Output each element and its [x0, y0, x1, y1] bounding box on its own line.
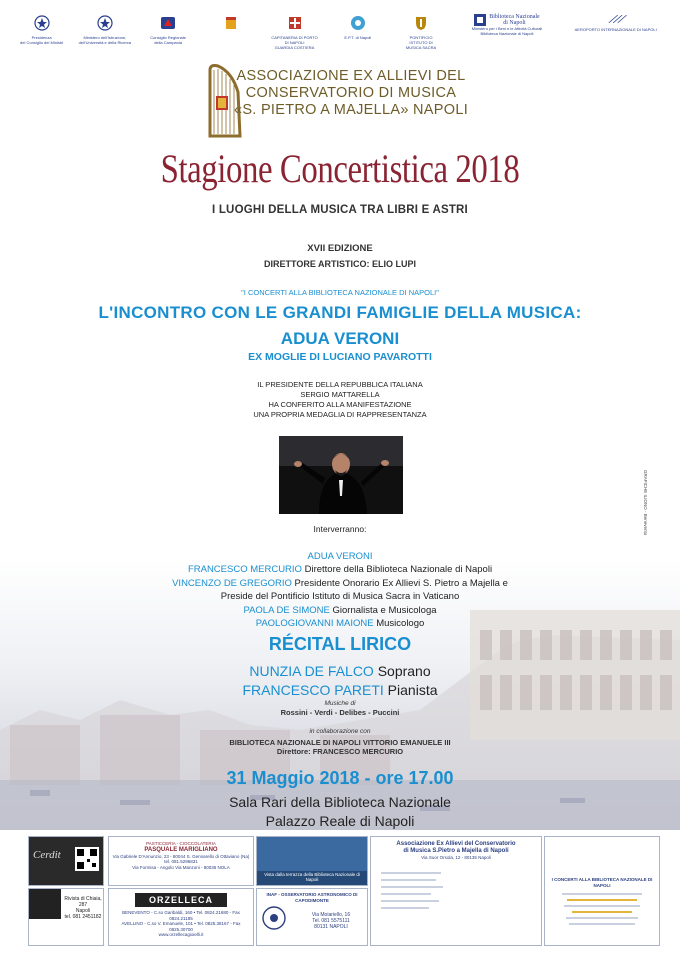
airport-icon [573, 14, 659, 24]
marigliano-address-2: Via Formisa - Angolo Via Manzoni - 80035 NOLA [132, 864, 230, 870]
program-title: I CONCERTI ALLA BIBLIOTECA NAZIONALE DI NAPOLI [551, 877, 653, 888]
medal-line-2: SERGIO MATTARELLA [300, 390, 380, 399]
inaf-address [297, 911, 365, 931]
concert-series: "I CONCERTI ALLA BIBLIOTECA NAZIONALE DI NAPOLI" [241, 288, 439, 297]
sponsor-box-marigliano [108, 836, 254, 886]
terrace-caption: Vista dalla terrazza della Biblioteca Nazionale di Napoli [264, 871, 360, 883]
emblem-icon [96, 14, 114, 32]
orzelleca-benevento: BENEVENTO - C.so Garibaldi, 160 • Tel. 0824.21680 - Fax 0824.21185 [122, 910, 240, 921]
sponsor-box-inaf [256, 888, 368, 946]
event-date: 31 Maggio 2018 - ore 17.00 [226, 768, 454, 788]
collaboration-org: BIBLIOTECA NAZIONALE DI NAPOLI VITTORIO EMANUELE III [229, 738, 451, 747]
association-box-title-1: Associazione Ex Allievi del Conservatorio [396, 841, 516, 847]
crest-icon [412, 14, 430, 32]
medal-line-3: HA CONFERITO ALLA MANIFESTAZIONE [268, 400, 412, 409]
collaboration-director: Direttore: FRANCESCO MERCURIO [276, 747, 404, 756]
association-box-title-2: di Musica S.Pietro a Majella di Napoli [403, 848, 509, 854]
logo-regione [136, 14, 199, 54]
performer-role: Pianista [383, 682, 438, 698]
speaker-role: Presidente Onorario Ex Allievi S. Pietro a Majella e [291, 577, 508, 589]
chiaia-phone: tel. 081 2451182 [64, 914, 102, 920]
performer-row [0, 663, 680, 679]
orzelleca-web: www.orzellecagioielli.it [158, 932, 204, 938]
logo-label: AEROPORTO INTERNAZIONALE DI NAPOLI [574, 27, 657, 32]
speaker-name: FRANCESCO MERCURIO [187, 564, 302, 576]
observatory-icon [261, 905, 287, 931]
speaker-name: PAOLA DE SIMONE [243, 604, 330, 616]
marigliano-address: Via Gabriele D'Annunzio, 23 - 80044 S. Gennarello di Ottaviano (Na) [112, 853, 250, 859]
sponsor-name: Cerdit [33, 849, 61, 861]
speaker-row [0, 563, 680, 576]
season-title: Stagione Concertistica 2018 [160, 146, 520, 191]
logo-label: Consiglio Regionale della Campania [150, 35, 186, 45]
logo-city [200, 14, 263, 54]
venue-line-2: Palazzo Reale di Napoli [265, 813, 415, 829]
library-brand: Biblioteca Nazionale di Napoli [489, 14, 540, 26]
marigliano-type: PASTICCERIA - CIOCCOLATERIA [146, 841, 216, 846]
chiaia-logo [29, 889, 61, 919]
medal-line-4: UNA PROPRIA MEDAGLIA DI RAPPRESENTANZA [253, 410, 427, 419]
season-subtitle: I LUOGHI DELLA MUSICA TRA LIBRI E ASTRI [212, 204, 468, 216]
emblem-icon [33, 14, 51, 32]
guest-note: EX MOGLIE DI LUCIANO PAVAROTTI [248, 351, 432, 363]
edition: XVII EDIZIONE [307, 243, 373, 254]
library-icon [474, 14, 486, 26]
speakers-list [0, 550, 680, 630]
region-icon [159, 14, 177, 32]
sponsor-logos-row [10, 14, 670, 54]
marigliano-text [109, 837, 253, 871]
sponsor-box-association [370, 836, 542, 946]
qr-code-icon [75, 847, 99, 871]
logo-aeroporto [561, 14, 670, 54]
ept-icon [349, 14, 367, 32]
performer-row [0, 682, 680, 698]
association-line-3: «S. PIETRO A MAJELLA» NAPOLI [233, 102, 469, 118]
city-icon [222, 14, 240, 32]
logo-label: PONTIFICIO ISTITUTO DI MUSICA SACRA [405, 35, 437, 50]
inaf-phone: Tel. 081 5575111 [312, 918, 350, 924]
association-box-address: Via Suor Orsola, 12 - 80135 Napoli [421, 855, 491, 860]
association-staff-list [381, 867, 531, 937]
speaker-name: ADUA VERONI [307, 551, 373, 562]
guest-name: ADUA VERONI [280, 329, 400, 348]
association-name [206, 68, 496, 119]
chiaia-address [63, 895, 103, 921]
collaboration-label: in collaborazione con [309, 728, 371, 735]
logo-label: CAPITANERIA DI PORTO DI NAPOLI GUARDIA COSTIERA [271, 35, 318, 50]
music-label: Musiche di [324, 700, 356, 707]
artistic-director [0, 259, 680, 269]
venue-line-1: Sala Rari della Biblioteca Nazionale [229, 794, 451, 810]
footer-sponsors [28, 836, 658, 944]
orzelleca-logo: ORZELLECA [135, 893, 227, 907]
speaker-row [0, 577, 680, 590]
logo-presidenza [10, 14, 73, 54]
performer-role: Soprano [373, 663, 431, 679]
marigliano-name: PASQUALE MARIGLIANO [144, 846, 218, 853]
logo-pontificio [389, 14, 452, 54]
director-label: DIRETTORE ARTISTICO: [263, 259, 370, 269]
logo-biblioteca [453, 14, 562, 54]
logo-capitaneria [263, 14, 326, 54]
sponsor-box-chiaia [28, 888, 104, 946]
chiaia-city: Napoli [75, 908, 91, 914]
association-line-1: ASSOCIAZIONE EX ALLIEVI DEL [236, 68, 466, 84]
sponsor-box-cerdit [28, 836, 104, 886]
speaker-role: Musicologo [373, 618, 425, 630]
speaker-role: Giornalista e Musicologa [329, 604, 437, 616]
speaker-row [0, 617, 680, 630]
logo-label: Ministero dell'Istruzione, dell'Università e della Ricerca [78, 35, 132, 45]
logo-label: E.P.T. di Napoli [344, 35, 372, 40]
speaker-row [0, 550, 680, 563]
logo-label: Presidenza del Consiglio dei Ministri [20, 35, 64, 45]
speaker-row [0, 604, 680, 617]
speaker-name: VINCENZO DE GREGORIO [172, 577, 292, 589]
inaf-city: 80131 NAPOLI [314, 924, 348, 930]
recital-title: RÉCITAL LIRICO [268, 634, 412, 654]
interventions-label: Interverranno: [313, 524, 367, 534]
association-line-2: CONSERVATORIO DI MUSICA [245, 85, 457, 101]
inaf-title: INAF - OSSERVATORIO ASTRONOMICO DI CAPODIMONTE [266, 892, 358, 903]
performer-name: NUNZIA DE FALCO [249, 663, 374, 679]
cross-icon [286, 14, 304, 32]
pavarotti-photo [279, 436, 403, 514]
print-credit: GRAFICHE ILIONO - Benevento [643, 470, 648, 536]
chiaia-street: Rivista di Chiaia, 287 [64, 896, 102, 908]
inaf-street: Via Moiariello, 16 [311, 912, 351, 918]
medal-notice [0, 380, 680, 420]
sponsor-box-orzelleca [108, 888, 254, 946]
program-list [557, 889, 647, 929]
association-box-header [371, 837, 541, 862]
performer-name: FRANCESCO PARETI [242, 682, 384, 698]
speaker-name: PAOLOGIOVANNI MAIONE [255, 618, 374, 630]
sponsor-box-terrace-photo [256, 836, 368, 886]
speaker-role: Preside del Pontificio Istituto di Musica Sacra in Vaticano [220, 591, 460, 603]
logo-ept [326, 14, 389, 54]
composers: Rossini - Verdi - Delibes - Puccini [280, 708, 400, 717]
event-headline: L'INCONTRO CON LE GRANDI FAMIGLIE DELLA MUSICA: [98, 303, 582, 322]
logo-miur [73, 14, 136, 54]
orzelleca-text [109, 909, 253, 939]
medal-line-1: IL PRESIDENTE DELLA REPUBBLICA ITALIANA [257, 380, 423, 389]
sponsor-box-program [544, 836, 660, 946]
orzelleca-avellino: AVELLINO - C.so V. Emanuele, 101 • Tel. 0825.38167 - Fax 0825.30700 [121, 921, 241, 932]
marigliano-phone: tel. 081.5296831 [164, 859, 198, 865]
speaker-role: Direttore della Biblioteca Nazionale di Napoli [301, 564, 493, 576]
director-name: ELIO LUPI [372, 259, 417, 269]
speaker-row [0, 590, 680, 603]
logo-label: Ministero per i Beni e le Attività Culturali Biblioteca Nazionale di Napoli [471, 26, 543, 36]
